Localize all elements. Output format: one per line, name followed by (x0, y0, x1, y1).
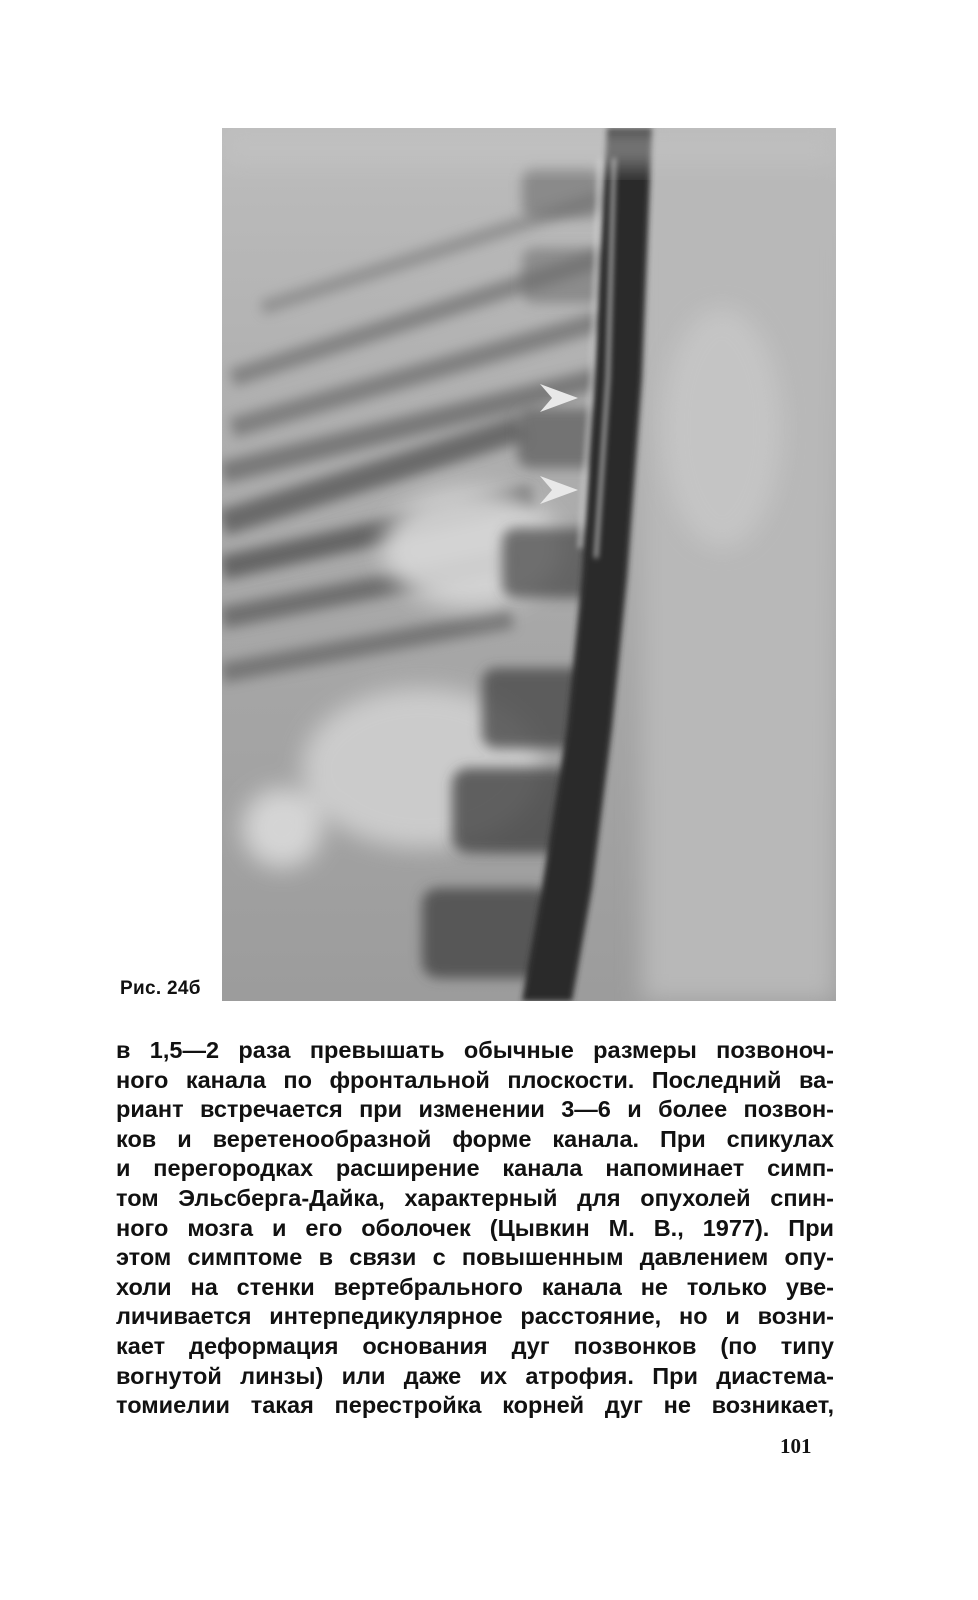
text-line: том Эльсберга-Дайка, характерный для опухолей спин- (116, 1184, 834, 1211)
text-line: кает деформация основания дуг позвонков (по типу (116, 1332, 834, 1359)
text-line: холи на стенки вертебрального канала не только уве- (116, 1273, 834, 1300)
page-number: 101 (780, 1434, 812, 1458)
text-line: вогнутой линзы) или даже их атрофия. При диастема- (116, 1362, 834, 1389)
text-line: ков и веретенообразной форме канала. При спикулах (116, 1125, 834, 1152)
text-line: ного мозга и его оболочек (Цывкин М. В., 1977). При (116, 1214, 834, 1241)
body-text (116, 1036, 834, 1421)
text-line: томиелии такая перестройка корней дуг не возникает, (116, 1392, 834, 1419)
text-line: ного канала по фронтальной плоскости. Последний ва- (116, 1066, 834, 1093)
text-line: и перегородках расширение канала напоминает симп- (116, 1155, 834, 1182)
xray-figure (222, 128, 836, 1001)
figure-caption: Рис. 24б (120, 978, 201, 999)
text-line: личивается интерпедикулярное расстояние, но и возни- (116, 1303, 834, 1330)
text-line: этом симптоме в связи с повышенным давлением опу- (116, 1244, 834, 1271)
text-line: риант встречается при изменении 3—6 и более позвон- (116, 1096, 834, 1123)
text-line: в 1,5—2 раза превышать обычные размеры позвоноч- (116, 1037, 834, 1063)
